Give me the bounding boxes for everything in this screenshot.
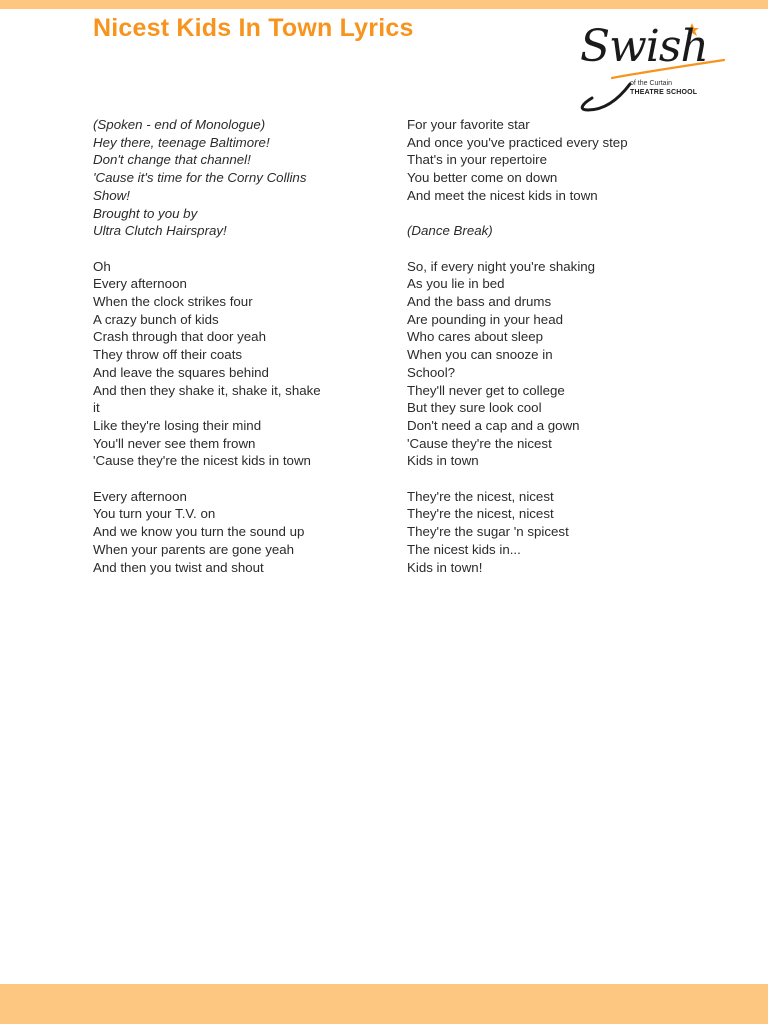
- lyric-line: Brought to you by: [93, 205, 198, 221]
- lyric-line: They throw off their coats: [93, 347, 243, 363]
- lyric-stanza: [407, 116, 697, 205]
- lyric-line: Kids in town: [407, 453, 479, 469]
- lyric-line: They'll never get to college: [407, 382, 565, 398]
- lyric-line: They're the nicest, nicest: [407, 506, 554, 522]
- lyric-line: But they sure look cool: [407, 400, 542, 416]
- lyric-line: (Spoken - end of Monologue): [93, 117, 266, 132]
- lyric-stanza: [407, 258, 697, 470]
- lyric-line: Hey there, teenage Baltimore!: [93, 134, 270, 150]
- lyric-line: They're the sugar 'n spicest: [407, 524, 569, 540]
- lyric-line: So, if every night you're shaking: [407, 258, 596, 274]
- lyric-line: Like they're losing their mind: [93, 417, 262, 433]
- lyric-line: When the clock strikes four: [93, 294, 253, 310]
- lyric-line: And once you've practiced every step: [407, 134, 628, 150]
- lyric-line: And meet the nicest kids in town: [407, 187, 598, 203]
- logo-school-name: THEATRE SCHOOL: [630, 89, 698, 96]
- lyric-stanza: [93, 488, 363, 577]
- lyric-line: (Dance Break): [407, 223, 493, 239]
- lyric-line: 'Cause it's time for the Corny Collins: [93, 170, 307, 186]
- lyric-line: You'll never see them frown: [93, 435, 256, 451]
- lyric-line: When your parents are gone yeah: [93, 541, 295, 557]
- lyric-line: You turn your T.V. on: [93, 506, 216, 522]
- lyric-line: Show!: [93, 187, 130, 203]
- lyric-line: And then you twist and shout: [93, 559, 264, 575]
- logo-subtitle: of the Curtain: [630, 80, 673, 87]
- lyrics-column-right: [407, 116, 697, 594]
- lyric-line: Who cares about sleep: [407, 329, 544, 345]
- lyric-line: The nicest kids in...: [407, 541, 521, 557]
- lyric-stanza: [93, 116, 363, 240]
- lyric-line: When you can snooze in: [407, 347, 553, 363]
- page-title: Nicest Kids In Town Lyrics: [93, 14, 414, 42]
- logo-script-text: Swish: [580, 21, 708, 72]
- lyric-line: School?: [407, 364, 456, 380]
- lyric-line: A crazy bunch of kids: [93, 311, 219, 327]
- lyric-line: it: [93, 400, 100, 416]
- lyric-line: Don't need a cap and a gown: [407, 417, 580, 433]
- lyric-stanza: [93, 258, 363, 470]
- lyric-line: Crash through that door yeah: [93, 329, 266, 345]
- lyric-line: 'Cause they're the nicest: [407, 435, 552, 451]
- lyrics-column-left: [93, 116, 363, 594]
- top-accent-bar: [0, 0, 768, 9]
- lyric-line: 'Cause they're the nicest kids in town: [93, 453, 311, 469]
- lyric-line: And we know you turn the sound up: [93, 524, 305, 540]
- lyric-line: As you lie in bed: [407, 276, 505, 292]
- lyric-line: Are pounding in your head: [407, 311, 563, 327]
- lyric-line: And leave the squares behind: [93, 364, 269, 380]
- lyric-line: Don't change that channel!: [93, 152, 251, 168]
- lyric-line: Oh: [93, 258, 111, 274]
- lyric-line: Kids in town!: [407, 559, 483, 575]
- lyric-stanza: [407, 222, 697, 240]
- lyric-line: Every afternoon: [93, 276, 187, 292]
- lyric-line: Ultra Clutch Hairspray!: [93, 223, 227, 239]
- bottom-accent-bar: [0, 984, 768, 1024]
- swish-logo: [574, 20, 734, 116]
- lyric-line: And the bass and drums: [407, 294, 552, 309]
- lyric-line: You better come on down: [407, 170, 558, 186]
- lyric-line: They're the nicest, nicest: [407, 488, 554, 504]
- lyric-line: Every afternoon: [93, 488, 187, 504]
- lyric-stanza: [407, 488, 697, 577]
- lyric-line: And then they shake it, shake it, shake: [93, 382, 321, 398]
- lyric-line: That's in your repertoire: [407, 152, 548, 168]
- lyric-line: For your favorite star: [407, 117, 530, 132]
